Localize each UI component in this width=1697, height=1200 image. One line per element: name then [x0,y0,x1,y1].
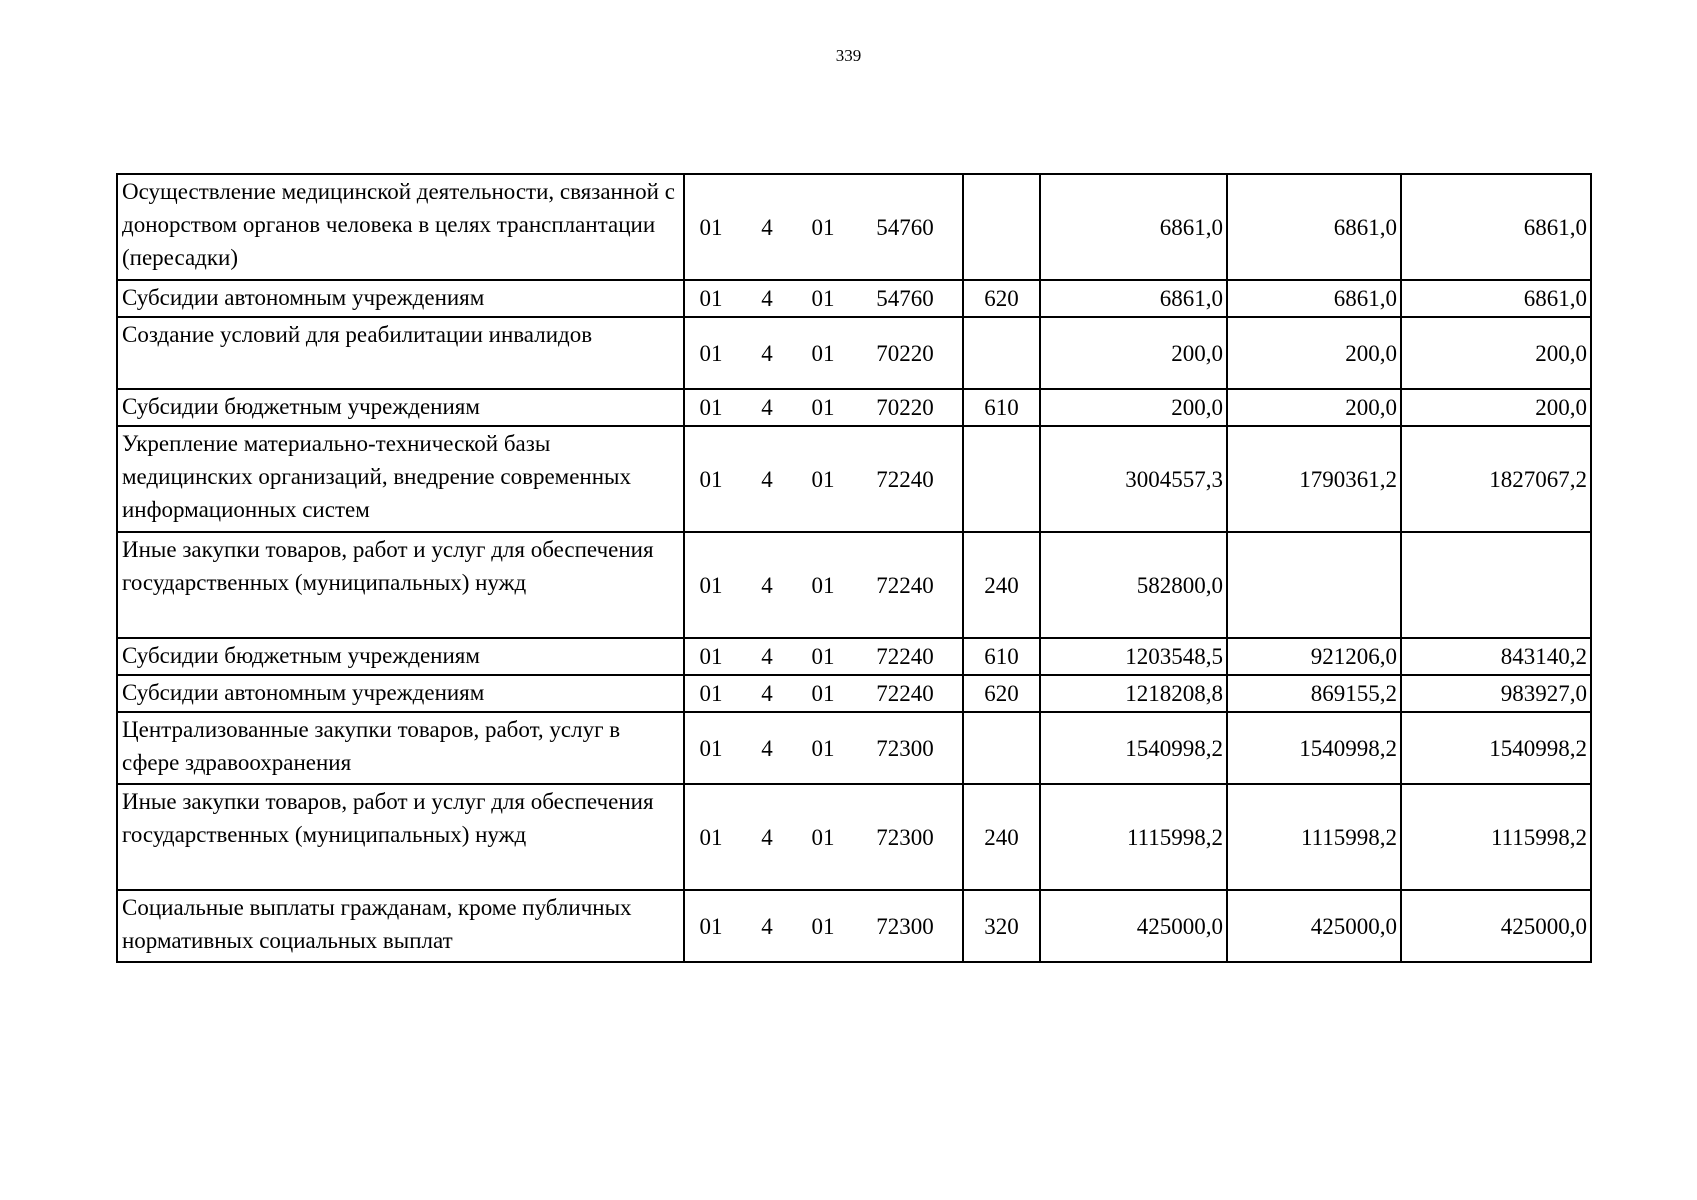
amount-year-3: 6861,0 [1401,174,1591,280]
table-row [117,784,1591,890]
code-program: 01 [699,340,723,366]
expense-type: 620 [963,675,1040,712]
code-subprogram: 4 [761,466,773,492]
code-main-event: 01 [811,340,835,366]
code-program: 01 [699,214,723,240]
amount-year-1: 200,0 [1040,389,1227,426]
expense-type: 610 [963,389,1040,426]
table-row [117,174,1591,280]
amount-year-3 [1401,532,1591,638]
row-name: Иные закупки товаров, работ и услуг для обеспечения государственных (муниципальных) нужд [117,532,684,638]
amount-year-1: 1540998,2 [1040,712,1227,784]
row-codes [684,317,963,389]
amount-year-2: 1790361,2 [1227,426,1401,532]
code-program: 01 [699,824,723,850]
amount-year-1: 1218208,8 [1040,675,1227,712]
code-direction: 54760 [876,286,934,311]
row-codes [684,890,963,962]
expense-type: 240 [963,532,1040,638]
code-direction: 72300 [876,735,934,761]
amount-year-2: 1115998,2 [1227,784,1401,890]
code-subprogram: 4 [761,681,773,706]
code-main-event: 01 [811,644,835,669]
code-subprogram: 4 [761,824,773,850]
code-subprogram: 4 [761,286,773,311]
row-name: Укрепление материально-технической базы медицинских организаций, внедрение современных информационных систем [117,426,684,532]
row-codes [684,784,963,890]
table-row [117,317,1591,389]
amount-year-1: 6861,0 [1040,280,1227,317]
amount-year-2: 869155,2 [1227,675,1401,712]
table-row [117,389,1591,426]
amount-year-2: 6861,0 [1227,174,1401,280]
code-program: 01 [699,913,723,939]
code-program: 01 [699,286,723,311]
expense-type: 620 [963,280,1040,317]
code-main-event: 01 [811,286,835,311]
budget-table [116,173,1592,963]
code-main-event: 01 [811,735,835,761]
amount-year-1: 425000,0 [1040,890,1227,962]
code-subprogram: 4 [761,395,773,420]
code-program: 01 [699,572,723,598]
row-name: Субсидии автономным учреждениям [117,675,684,712]
code-direction: 72300 [876,913,934,939]
row-name: Субсидии бюджетным учреждениям [117,638,684,675]
amount-year-2: 921206,0 [1227,638,1401,675]
row-codes [684,389,963,426]
amount-year-3: 200,0 [1401,389,1591,426]
expense-type [963,712,1040,784]
row-name: Создание условий для реабилитации инвалидов [117,317,684,389]
amount-year-1: 6861,0 [1040,174,1227,280]
code-subprogram: 4 [761,340,773,366]
code-direction: 72240 [876,466,934,492]
expense-type [963,174,1040,280]
code-subprogram: 4 [761,572,773,598]
row-codes [684,280,963,317]
code-main-event: 01 [811,681,835,706]
amount-year-2: 425000,0 [1227,890,1401,962]
amount-year-3: 1540998,2 [1401,712,1591,784]
amount-year-2: 200,0 [1227,389,1401,426]
row-name: Субсидии бюджетным учреждениям [117,389,684,426]
code-main-event: 01 [811,913,835,939]
code-subprogram: 4 [761,214,773,240]
code-direction: 72240 [876,644,934,669]
amount-year-3: 200,0 [1401,317,1591,389]
code-subprogram: 4 [761,644,773,669]
row-name: Централизованные закупки товаров, работ, услуг в сфере здравоохранения [117,712,684,784]
table-row [117,638,1591,675]
code-direction: 54760 [876,214,934,240]
code-direction: 70220 [876,395,934,420]
code-main-event: 01 [811,395,835,420]
code-direction: 72300 [876,824,934,850]
code-program: 01 [699,644,723,669]
table-row [117,426,1591,532]
table-row [117,712,1591,784]
expense-type: 240 [963,784,1040,890]
row-name: Социальные выплаты гражданам, кроме публичных нормативных социальных выплат [117,890,684,962]
amount-year-1: 1203548,5 [1040,638,1227,675]
amount-year-3: 425000,0 [1401,890,1591,962]
code-program: 01 [699,735,723,761]
expense-type: 610 [963,638,1040,675]
amount-year-2: 6861,0 [1227,280,1401,317]
row-name: Осуществление медицинской деятельности, связанной с донорством органов человека в целях трансплантации (пересадки) [117,174,684,280]
code-program: 01 [699,466,723,492]
code-program: 01 [699,681,723,706]
amount-year-1: 200,0 [1040,317,1227,389]
amount-year-3: 843140,2 [1401,638,1591,675]
amount-year-2: 1540998,2 [1227,712,1401,784]
row-codes [684,638,963,675]
row-codes [684,712,963,784]
amount-year-1: 582800,0 [1040,532,1227,638]
row-name: Субсидии автономным учреждениям [117,280,684,317]
expense-type [963,426,1040,532]
amount-year-3: 1827067,2 [1401,426,1591,532]
expense-type [963,317,1040,389]
code-main-event: 01 [811,214,835,240]
page-number: 339 [835,46,862,65]
code-direction: 72240 [876,681,934,706]
table-row [117,890,1591,962]
amount-year-3: 6861,0 [1401,280,1591,317]
amount-year-1: 3004557,3 [1040,426,1227,532]
code-main-event: 01 [811,466,835,492]
code-main-event: 01 [811,572,835,598]
code-direction: 72240 [876,572,934,598]
row-name: Иные закупки товаров, работ и услуг для обеспечения государственных (муниципальных) нужд [117,784,684,890]
amount-year-1: 1115998,2 [1040,784,1227,890]
row-codes [684,675,963,712]
row-codes [684,532,963,638]
amount-year-2: 200,0 [1227,317,1401,389]
amount-year-3: 983927,0 [1401,675,1591,712]
row-codes [684,174,963,280]
code-subprogram: 4 [761,735,773,761]
expense-type: 320 [963,890,1040,962]
code-main-event: 01 [811,824,835,850]
amount-year-2 [1227,532,1401,638]
code-subprogram: 4 [761,913,773,939]
code-direction: 70220 [876,340,934,366]
table-row [117,280,1591,317]
table-row [117,675,1591,712]
amount-year-3: 1115998,2 [1401,784,1591,890]
row-codes [684,426,963,532]
table-row [117,532,1591,638]
code-program: 01 [699,395,723,420]
